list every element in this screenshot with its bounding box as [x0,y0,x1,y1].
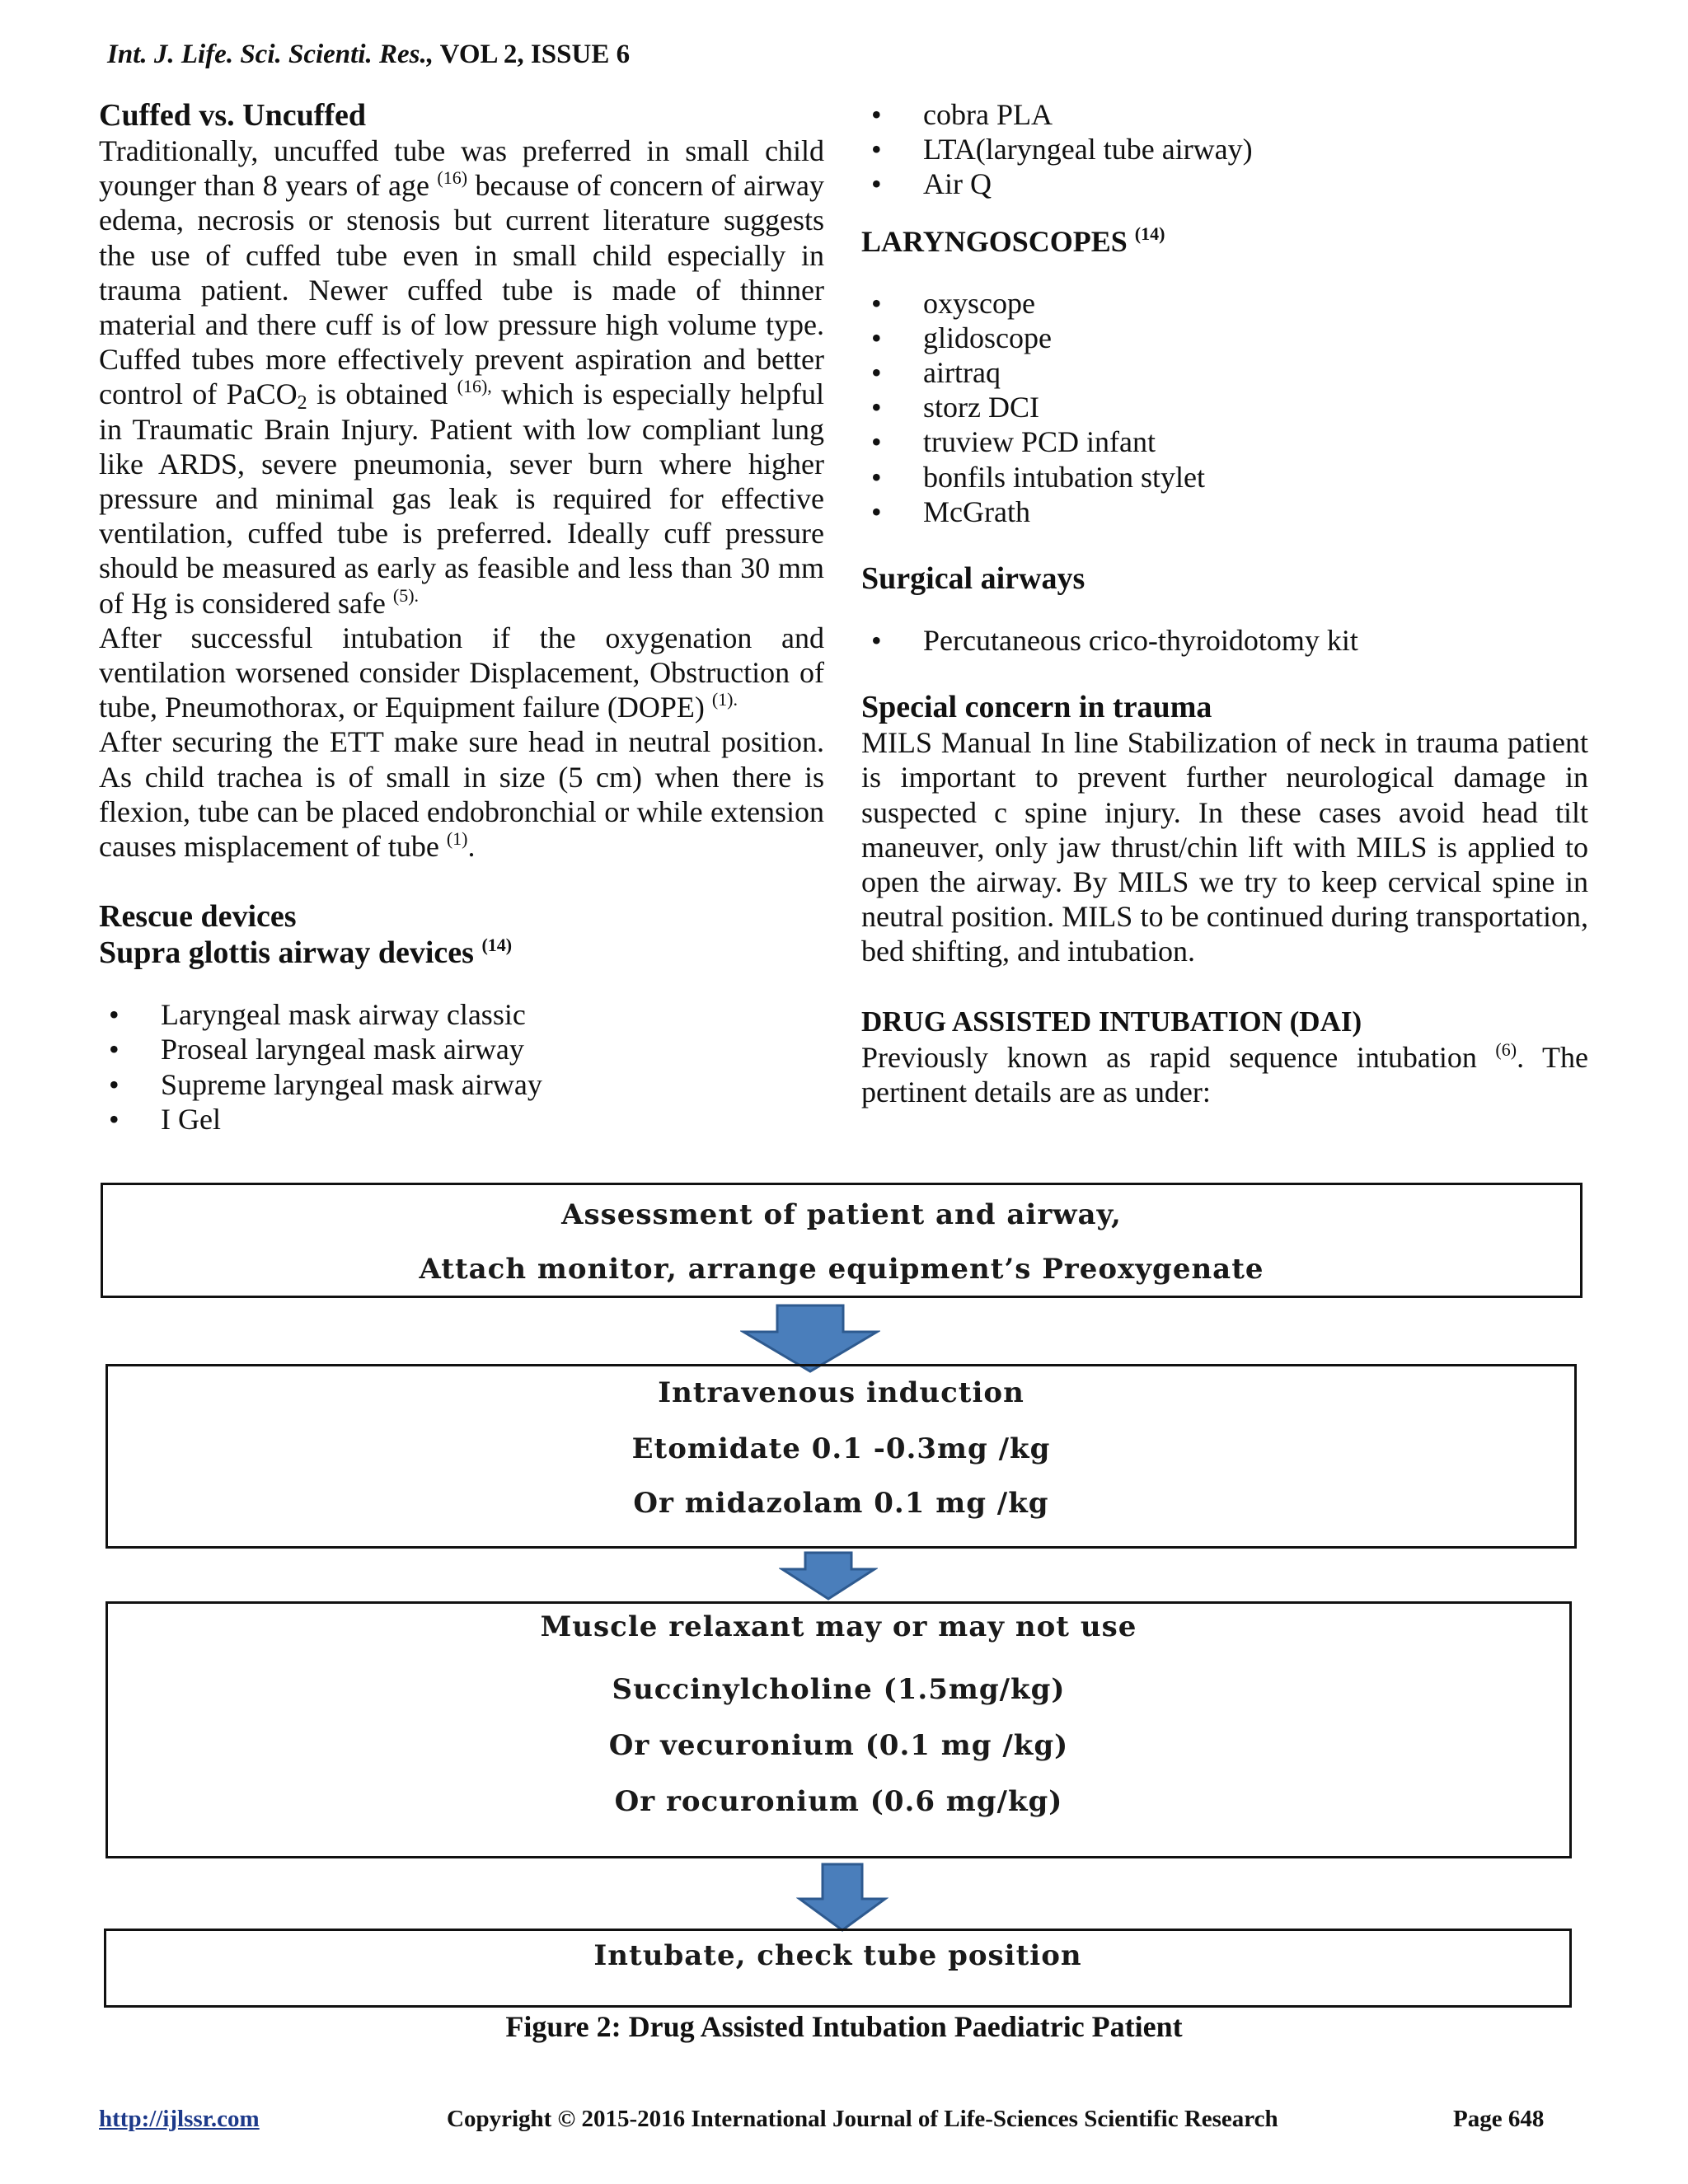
citation: (16), [457,376,492,397]
list-item: • Percutaneous crico-thyroidotomy kit [861,623,1588,658]
rescue-heading: Rescue devices [99,899,297,935]
spacer [861,658,1588,689]
spacer [861,969,1588,1004]
left-column [99,97,824,1137]
flow-line: Muscle relaxant may or may not use [540,1610,1137,1643]
list-item: • storz DCI [861,390,1588,424]
text-run: After securing the ETT make sure head in neutral position. As child trachea is of small in size (5 cm) when there is flexion, tube can be placed endobronchial or while extension causes misplacement of tube [99,725,824,864]
flow-line: Or vecuronium (0.1 mg /kg) [608,1729,1069,1762]
citation: (14) [1134,223,1165,244]
text-run: . The pertinent details are as under: [861,1040,1588,1108]
paragraph-trauma: MILS Manual In line Stabilization of neck in trauma patient is important to prevent further neurological damage in suspected c spine injury. In these cases avoid head tilt maneuver, only jaw thrust/chin lift with MILS is applied to open the airway. By MILS we try to keep cervical spine in neutral position. MILS to be continued during transportation, bed shifting, and intubation. [861,726,1588,968]
journal-name: Int. J. Life. Sci. Scienti. Res., [107,40,434,69]
journal-link[interactable]: http://ijlssr.com [99,2106,260,2132]
list-item: • LTA(laryngeal tube airway) [861,132,1588,166]
list-item: • Proseal laryngeal mask airway [99,1032,824,1066]
laryngoscope-list [861,286,1588,529]
heading-text: Supra glottis airway devices [99,935,482,971]
heading-text: LARYNGOSCOPES [861,224,1135,258]
list-item: • oxyscope [861,286,1588,321]
text-run: is obtained [307,377,457,411]
text-run: After successful intubation if the oxygenation and ventilation worsened consider Displacement, Obstruction of tube, Pneumothorax, or Equipment failure (DOPE) [99,621,824,724]
text-run: Previously known as rapid sequence intubation [861,1040,1496,1074]
running-header [107,40,630,70]
flow-line: Succinylcholine (1.5mg/kg) [612,1673,1066,1706]
right-column [861,97,1588,1109]
paragraph-cuffed [99,134,824,621]
text-run: because of concern of airway edema, necrosis or stenosis but current literature suggests the use of cuffed tube even in small child especially in trauma patient. Newer cuffed tube is made of thinner material and there cuff is of low pressure high volume type. Cuffed tubes more effectively prevent aspiration and better control of PaCO [99,169,824,411]
subscript: 2 [297,392,307,415]
citation: (14) [481,935,513,956]
flow-box-assessment [101,1183,1582,1298]
flow-line: Attach monitor, arrange equipment’s Preoxygenate [419,1253,1264,1286]
text-run: . [467,830,476,864]
flow-box-induction [106,1364,1577,1549]
text-run: which is especially helpful in Traumatic Brain Injury. Patient with low compliant lung like ARDS, severe pneumonia, sever burn where higher pressure and minimal gas leak is required for effective ventilation, cuffed tube is preferred. Ideally cuff pressure should be measured as early as feasible and less than 30 mm of Hg is considered safe [99,377,825,620]
page-number: Page 648 [1453,2106,1545,2132]
flow-line: Assessment of patient and airway, [561,1198,1122,1231]
text-run: Traditionally, uncuffed tube was preferred in small child younger than 8 years of age [99,134,824,203]
flow-line: Etomidate 0.1 -0.3mg /kg [631,1432,1051,1465]
spacer [861,529,1588,560]
citation: (5). [392,584,420,606]
list-item: • Supreme laryngeal mask airway [99,1067,824,1102]
trauma-heading: Special concern in trauma [861,690,1212,725]
list-item: • truview PCD infant [861,424,1588,459]
figure-caption: Figure 2: Drug Assisted Intubation Paediatric Patient [505,2010,1183,2043]
supra-list [99,997,824,1137]
journal-issue: VOL 2, ISSUE 6 [434,40,631,69]
flow-line: Intravenous induction [658,1376,1025,1409]
spacer [861,260,1588,286]
supra-heading [99,935,824,971]
spacer [99,864,824,898]
arrow-down-icon [779,1551,878,1601]
citation: (6) [1495,1038,1517,1060]
paragraph-dai [861,1040,1588,1109]
paragraph-dope [99,621,824,725]
list-item: • I Gel [99,1102,824,1137]
flow-line: Or midazolam 0.1 mg /kg [633,1487,1049,1520]
copyright-text: Copyright © 2015-2016 International Journal of Life-Sciences Scientific Research [447,2106,1278,2132]
paragraph-ett [99,724,824,864]
spacer [861,597,1588,623]
cuffed-heading: Cuffed vs. Uncuffed [99,98,367,133]
list-item: • Laryngeal mask airway classic [99,997,824,1032]
citation: (1) [446,828,468,850]
list-item: • McGrath [861,494,1588,529]
flow-line: Or rocuronium (0.6 mg/kg) [614,1785,1063,1818]
flow-line: Intubate, check tube position [593,1939,1082,1972]
supra-list-continued [861,97,1588,202]
surgical-heading: Surgical airways [861,561,1085,597]
spacer [99,971,824,997]
dai-heading: DRUG ASSISTED INTUBATION (DAI) [861,1005,1362,1038]
laryngoscopes-heading [861,223,1588,260]
list-item: • airtraq [861,355,1588,390]
spacer [861,202,1588,223]
flow-box-muscle-relaxant [106,1601,1572,1858]
list-item: • Air Q [861,166,1588,201]
list-item: • cobra PLA [861,97,1588,132]
citation: (16) [437,167,468,189]
list-item: • glidoscope [861,321,1588,355]
list-item: • bonfils intubation stylet [861,460,1588,494]
arrow-down-icon [740,1304,880,1373]
flow-box-intubate [104,1929,1572,2008]
surgical-list [861,623,1588,658]
arrow-down-icon [796,1863,889,1932]
citation: (1). [711,689,738,710]
